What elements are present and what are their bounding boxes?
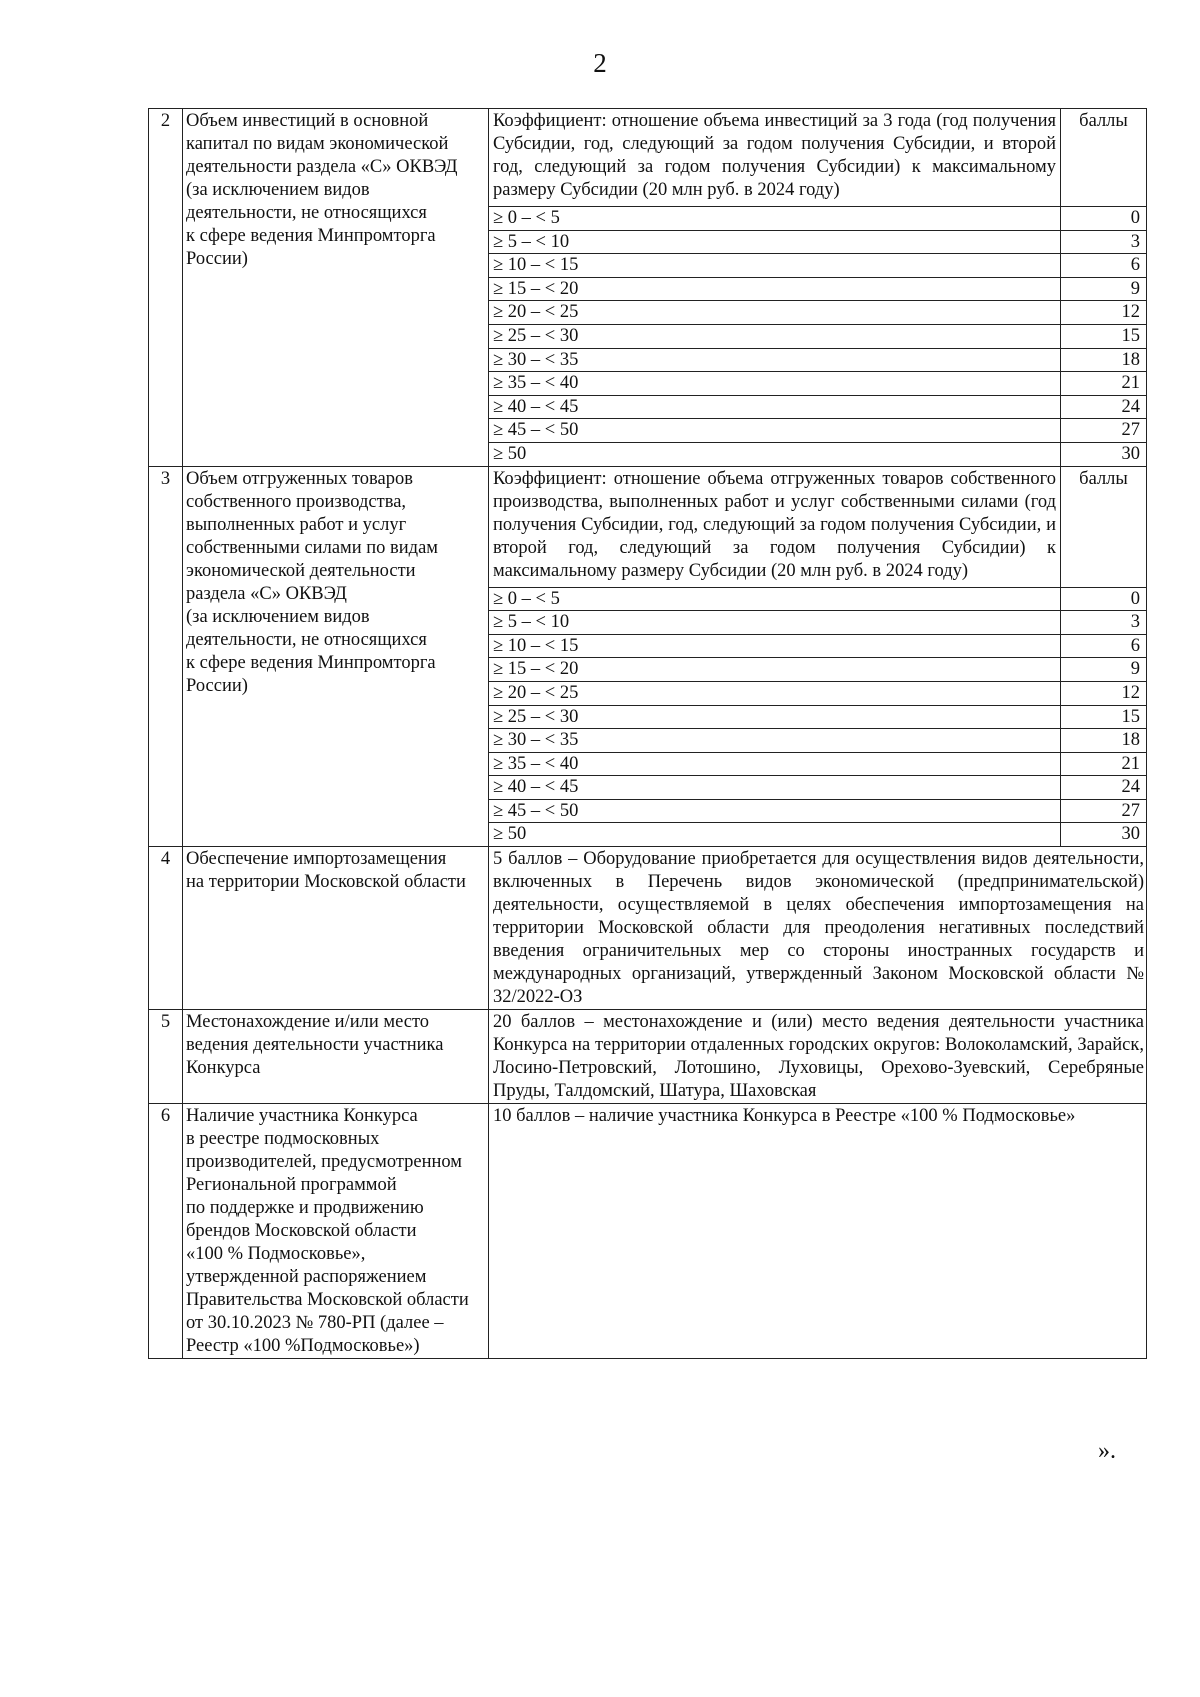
band-range: ≥ 40 – < 45 bbox=[489, 776, 1061, 800]
band-points: 21 bbox=[1061, 372, 1147, 396]
band-range: ≥ 45 – < 50 bbox=[489, 419, 1061, 443]
band-points: 24 bbox=[1061, 776, 1147, 800]
band-points: 0 bbox=[1061, 588, 1147, 612]
band-range: ≥ 0 – < 5 bbox=[489, 207, 1061, 231]
band-range: ≥ 25 – < 30 bbox=[489, 325, 1061, 349]
row-number: 4 bbox=[149, 847, 183, 1010]
band-points: 15 bbox=[1061, 706, 1147, 730]
band-points: 21 bbox=[1061, 753, 1147, 777]
band-points: 9 bbox=[1061, 278, 1147, 302]
band-range: ≥ 10 – < 15 bbox=[489, 635, 1061, 659]
band-range: ≥ 20 – < 25 bbox=[489, 682, 1061, 706]
band-range: ≥ 15 – < 20 bbox=[489, 278, 1061, 302]
band-range: ≥ 50 bbox=[489, 823, 1061, 847]
band-points: 24 bbox=[1061, 396, 1147, 420]
scoring-rule-text: 5 баллов – Оборудование приобретается для осуществления видов деятельности, включенных в Перечень видов экономической (предпринимательской) деятельности, осуществляемой в целях обеспечения импортозамещения на территории Московской области для преодоления негативных последствий введения ограничительных мер со стороны иностранных государств и международных организаций, утвержденный Законом Московской области № 32/2022-ОЗ bbox=[489, 847, 1147, 1010]
band-range: ≥ 5 – < 10 bbox=[489, 231, 1061, 255]
criterion-text: Объем инвестиций в основной капитал по видам экономической деятельности раздела «С» ОКВЭД (за исключением видов деятельности, не относящихся к сфере ведения Минпромторга России) bbox=[183, 109, 489, 467]
score-unit-label: баллы bbox=[1061, 109, 1147, 207]
band-range: ≥ 30 – < 35 bbox=[489, 729, 1061, 753]
criterion-text: Наличие участника Конкурса в реестре подмосковных производителей, предусмотренном Региональной программой по поддержке и продвижению брендов Московской области «100 % Подмосковье», утвержденной распоряжением Правительства Московской области от 30.10.2023 № 780-РП (далее – Реестр «100 %Подмосковье») bbox=[183, 1104, 489, 1359]
band-range: ≥ 15 – < 20 bbox=[489, 658, 1061, 682]
criterion-text: Обеспечение импортозамещения на территории Московской области bbox=[183, 847, 489, 1010]
band-range: ≥ 35 – < 40 bbox=[489, 372, 1061, 396]
row-number: 3 bbox=[149, 467, 183, 848]
band-points: 6 bbox=[1061, 254, 1147, 278]
band-range: ≥ 35 – < 40 bbox=[489, 753, 1061, 777]
band-points: 9 bbox=[1061, 658, 1147, 682]
band-range: ≥ 20 – < 25 bbox=[489, 301, 1061, 325]
band-range: ≥ 45 – < 50 bbox=[489, 800, 1061, 824]
coefficient-description: Коэффициент: отношение объема инвестиций за 3 года (год получения Субсидии, год, следующий за годом получения Субсидии, и второй год, следующий за годом получения Субсидии) к максимальному размеру Субсидии (20 млн руб. в 2024 году) bbox=[489, 109, 1061, 207]
band-range: ≥ 10 – < 15 bbox=[489, 254, 1061, 278]
band-points: 0 bbox=[1061, 207, 1147, 231]
band-points: 27 bbox=[1061, 800, 1147, 824]
band-range: ≥ 40 – < 45 bbox=[489, 396, 1061, 420]
scoring-rule-text: 10 баллов – наличие участника Конкурса в Реестре «100 % Подмосковье» bbox=[489, 1104, 1147, 1359]
band-points: 18 bbox=[1061, 349, 1147, 373]
band-points: 3 bbox=[1061, 611, 1147, 635]
page-number: 2 bbox=[593, 48, 607, 78]
band-range: ≥ 5 – < 10 bbox=[489, 611, 1061, 635]
band-points: 15 bbox=[1061, 325, 1147, 349]
criterion-text: Местонахождение и/или место ведения деятельности участника Конкурса bbox=[183, 1010, 489, 1104]
row-number: 6 bbox=[149, 1104, 183, 1359]
band-points: 27 bbox=[1061, 419, 1147, 443]
band-points: 18 bbox=[1061, 729, 1147, 753]
criterion-text: Объем отгруженных товаров собственного производства, выполненных работ и услуг собственными силами по видам экономической деятельности раздела «С» ОКВЭД (за исключением видов деятельности, не относящихся к сфере ведения Минпромторга России) bbox=[183, 467, 489, 848]
row-number: 5 bbox=[149, 1010, 183, 1104]
band-points: 30 bbox=[1061, 443, 1147, 467]
row-number: 2 bbox=[149, 109, 183, 467]
band-range: ≥ 25 – < 30 bbox=[489, 706, 1061, 730]
band-range: ≥ 0 – < 5 bbox=[489, 588, 1061, 612]
band-points: 30 bbox=[1061, 823, 1147, 847]
band-points: 12 bbox=[1061, 301, 1147, 325]
scoring-rule-text: 20 баллов – местонахождение и (или) место ведения деятельности участника Конкурса на территории отдаленных городских округов: Волоколамский, Зарайск, Лосино-Петровский, Лотошино, Луховицы, Орехово-Зуевский, Серебряные Пруды, Талдомский, Шатура, Шаховская bbox=[489, 1010, 1147, 1104]
band-range: ≥ 30 – < 35 bbox=[489, 349, 1061, 373]
band-points: 12 bbox=[1061, 682, 1147, 706]
closing-quote-mark: ». bbox=[1098, 1438, 1116, 1464]
band-range: ≥ 50 bbox=[489, 443, 1061, 467]
coefficient-description: Коэффициент: отношение объема отгруженных товаров собственного производства, выполненных работ и услуг собственными силами (год получения Субсидии, год, следующий за годом получения Субсидии, и второй год, следующий за годом получения Субсидии) к максимальному размеру Субсидии (20 млн руб. в 2024 году) bbox=[489, 467, 1061, 588]
band-points: 3 bbox=[1061, 231, 1147, 255]
band-points: 6 bbox=[1061, 635, 1147, 659]
criteria-table bbox=[148, 108, 1147, 1359]
score-unit-label: баллы bbox=[1061, 467, 1147, 588]
